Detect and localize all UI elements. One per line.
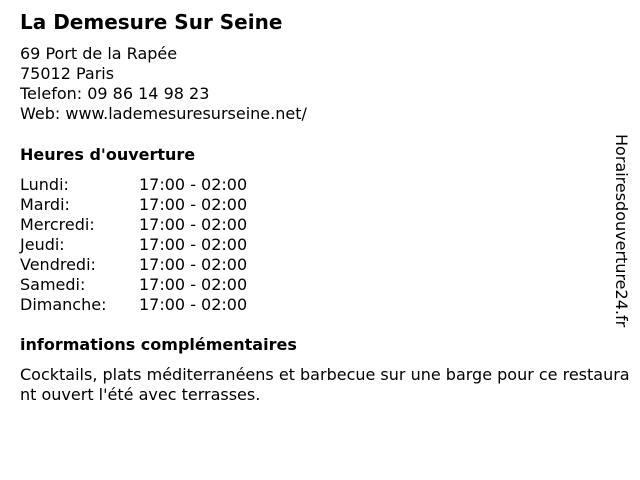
hours-row [20,235,280,255]
time-range: 17:00 - 02:00 [139,255,248,274]
description-text: Cocktails, plats méditerranéens et barbecue sur une barge pour ce restaurant ouvert l'été avec terrasses. [20,365,630,404]
hours-row [20,195,280,215]
time-range: 17:00 - 02:00 [139,275,248,294]
site-watermark: Horairesdouverture24.fr [612,134,631,328]
hours-row [20,215,280,235]
day-label: Vendredi: [20,255,96,274]
hours-row [20,175,280,195]
day-label: Jeudi: [20,235,65,254]
time-range: 17:00 - 02:00 [139,235,248,254]
day-label: Mercredi: [20,215,95,234]
time-range: 17:00 - 02:00 [139,295,248,314]
info-heading: informations complémentaires [20,335,297,354]
website: Web: www.lademesuresurseine.net/ [20,104,307,123]
postal-city: 75012 Paris [20,64,115,83]
phone-number: Telefon: 09 86 14 98 23 [20,84,210,103]
day-label: Samedi: [20,275,86,294]
hours-row [20,275,280,295]
day-label: Dimanche: [20,295,107,314]
day-label: Lundi: [20,175,69,194]
hours-row [20,255,280,275]
time-range: 17:00 - 02:00 [139,215,248,234]
hours-row [20,295,280,315]
address-block [20,44,307,124]
hours-heading: Heures d'ouverture [20,145,196,164]
time-range: 17:00 - 02:00 [139,195,248,214]
time-range: 17:00 - 02:00 [139,175,248,194]
street-address: 69 Port de la Rapée [20,44,178,63]
business-name: La Demesure Sur Seine [20,10,283,34]
hours-table [20,175,280,315]
day-label: Mardi: [20,195,70,214]
